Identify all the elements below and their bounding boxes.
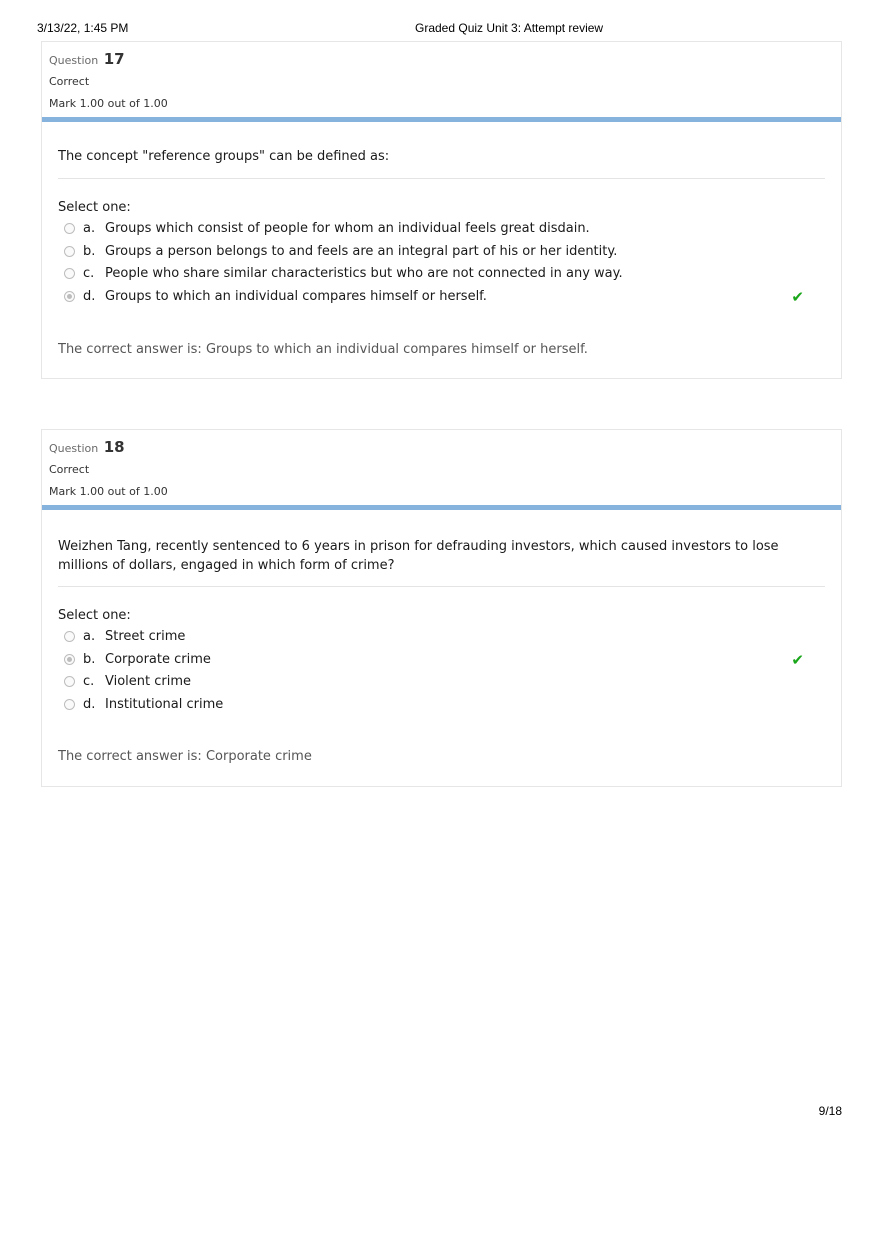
answer-text: Violent crime [105,674,192,689]
question-17 [41,41,842,379]
question-18 [41,429,842,787]
select-one-prompt: Select one: [58,200,131,215]
question-text: Weizhen Tang, recently sentenced to 6 years in prison for defrauding investors, which caused investors to lose millions of dollars, engaged in which form of crime? [58,510,825,587]
radio-icon[interactable] [64,223,75,234]
answer-text: Groups to which an individual compares himself or herself. [105,288,487,304]
answer-letter: c. [83,674,95,689]
question-label: Question [49,442,99,455]
answer-text: Corporate crime [105,651,211,667]
print-header-title: Graded Quiz Unit 3: Attempt review [415,21,604,35]
answer-text: Institutional crime [105,696,224,712]
question-grade: Mark 1.00 out of 1.00 [49,485,168,498]
select-one-prompt: Select one: [58,608,131,623]
answer-letter: d. [83,696,96,712]
answer-letter: a. [83,221,96,236]
answer-letter: c. [83,266,95,281]
answer-text: Street crime [105,629,186,644]
question-grade: Mark 1.00 out of 1.00 [49,97,168,110]
answer-option-a[interactable] [58,626,825,649]
question-state: Correct [49,463,90,476]
print-header-datetime: 3/13/22, 1:45 PM [37,21,129,35]
radio-icon[interactable] [64,631,75,642]
question-number [49,50,125,68]
question-label: Question [49,54,99,67]
answer-option-d[interactable] [58,694,825,717]
answer-option-b[interactable] [58,241,825,264]
question-info [42,430,841,510]
answer-letter: a. [83,629,96,644]
answer-text: Groups a person belongs to and feels are an integral part of his or her identity. [105,243,618,259]
page-number: 9/18 [818,1104,842,1118]
question-number [49,438,125,456]
question-number-value: 17 [103,50,125,68]
answer-option-c[interactable] [58,671,825,694]
question-content [42,510,841,764]
radio-icon[interactable] [64,699,75,710]
question-text: The concept "reference groups" can be defined as: [58,122,825,179]
correct-answer-feedback: The correct answer is: Groups to which an individual compares himself or herself. [58,342,588,357]
answer-option-a[interactable] [58,218,825,241]
radio-selected-icon[interactable] [64,291,75,302]
check-icon: ✔ [791,287,804,306]
answer-text: People who share similar characteristics but who are not connected in any way. [105,266,623,281]
radio-icon[interactable] [64,676,75,687]
radio-selected-icon[interactable] [64,654,75,665]
radio-icon[interactable] [64,246,75,257]
question-number-value: 18 [103,438,125,456]
answer-option-d[interactable] [58,286,825,309]
check-icon: ✔ [791,650,804,669]
answer-letter: d. [83,288,96,304]
answer-text: Groups which consist of people for whom an individual feels great disdain. [105,221,590,236]
answer-letter: b. [83,243,96,259]
answer-option-c[interactable] [58,263,825,286]
question-content [42,122,841,357]
question-info [42,42,841,122]
answer-letter: b. [83,651,96,667]
question-state: Correct [49,75,90,88]
radio-icon[interactable] [64,268,75,279]
answer-option-b[interactable] [58,649,825,672]
correct-answer-feedback: The correct answer is: Corporate crime [58,749,312,764]
